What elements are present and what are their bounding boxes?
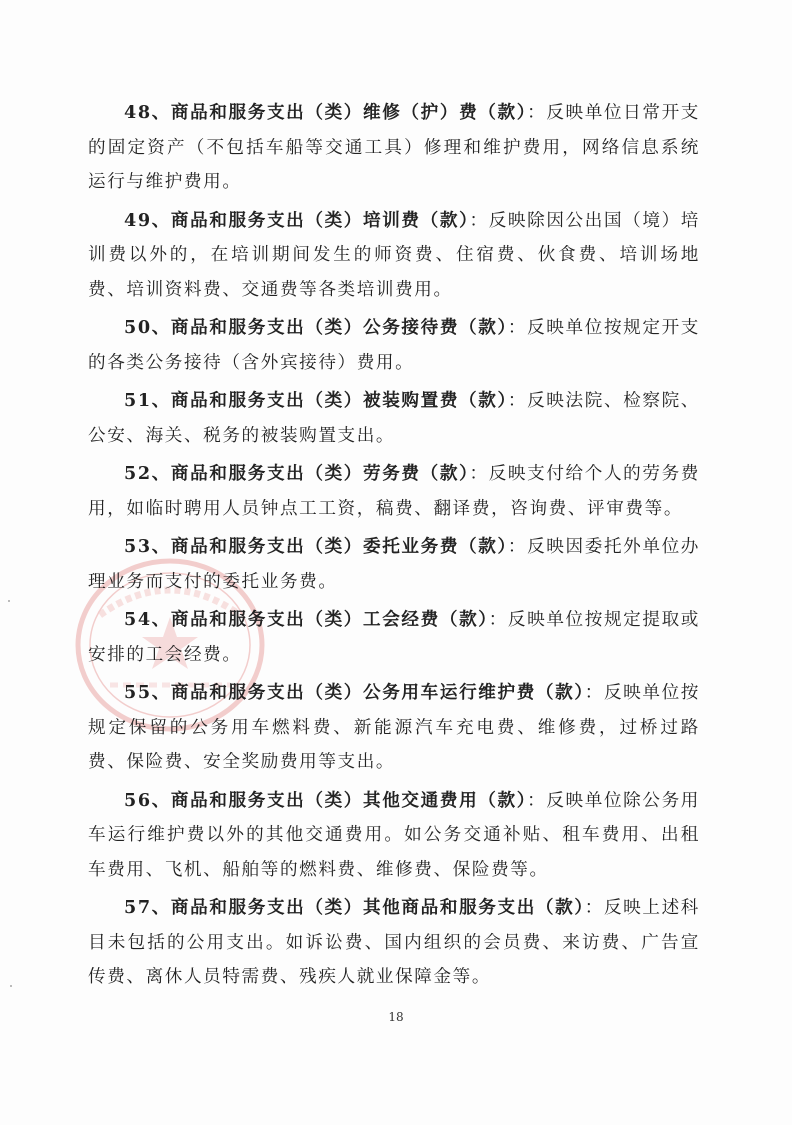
entry-list [88, 96, 700, 999]
entry-description: ：反映因委托外单位办理业务而支付的委托业务费。 [88, 537, 700, 592]
entry-49 [88, 204, 700, 308]
entry-heading: 52、商品和服务支出（类）劳务费（款） [124, 463, 470, 484]
entry-heading: 48、商品和服务支出（类）维修（护）费（款） [124, 102, 528, 123]
entry-56 [88, 784, 700, 888]
scan-speck [10, 985, 12, 987]
entry-description: ：反映单位日常开支的固定资产（不包括车船等交通工具）修理和维护费用，网络信息系统运行与维护费用。 [88, 103, 701, 192]
entry-heading: 57、商品和服务支出（类）其他商品和服务支出（款） [124, 897, 585, 918]
entry-50 [88, 311, 700, 380]
entry-heading: 56、商品和服务支出（类）其他交通费用（款） [124, 789, 528, 811]
entry-heading: 49、商品和服务支出（类）培训费（款） [124, 209, 470, 231]
page-number: 18 [388, 1010, 404, 1024]
entry-description: ：反映单位除公务用车运行维护费以外的其他交通费用。如公务交通补贴、租车费用、出租车费用、飞机、船舶等的燃料费、维修费、保险费等。 [88, 790, 701, 880]
entry-54 [88, 603, 700, 672]
entry-heading: 51、商品和服务支出（类）被装购置费（款） [124, 390, 508, 411]
scan-speck [8, 600, 10, 602]
entry-description: ：反映除因公出国（境）培训费以外的，在培训期间发生的师资费、住宿费、伙食费、培训场地费、培训资料费、交通费等各类培训费用。 [88, 210, 700, 300]
entry-heading: 54、商品和服务支出（类）工会经费（款） [124, 609, 489, 630]
entry-description: ：反映法院、检察院、公安、海关、税务的被装购置支出。 [88, 391, 700, 446]
entry-description: ：反映单位按规定提取或安排的工会经费。 [88, 610, 701, 665]
entry-heading: 53、商品和服务支出（类）委托业务费（款） [124, 536, 508, 557]
entry-description: ：反映单位按规定开支的各类公务接待（含外宾接待）费用。 [88, 318, 700, 373]
entry-55 [88, 676, 700, 780]
entry-48 [88, 96, 700, 200]
entry-description: ：反映上述科目未包括的公用支出。如诉讼费、国内组织的会员费、来访费、广告宣传费、离休人员特需费、残疾人就业保障金等。 [88, 898, 700, 987]
entry-53 [88, 530, 700, 599]
entry-description: ：反映单位按规定保留的公务用车燃料费、新能源汽车充电费、维修费，过桥过路费、保险费、安全奖励费用等支出。 [88, 683, 700, 772]
entry-52 [88, 457, 700, 526]
entry-heading: 50、商品和服务支出（类）公务接待费（款） [124, 317, 508, 338]
entry-heading: 55、商品和服务支出（类）公务用车运行维护费（款） [124, 682, 585, 703]
entry-description: ：反映支付给个人的劳务费用，如临时聘用人员钟点工工资，稿费、翻译费，咨询费、评审费等。 [88, 464, 700, 519]
entry-51 [88, 384, 700, 453]
entry-57 [88, 891, 700, 995]
